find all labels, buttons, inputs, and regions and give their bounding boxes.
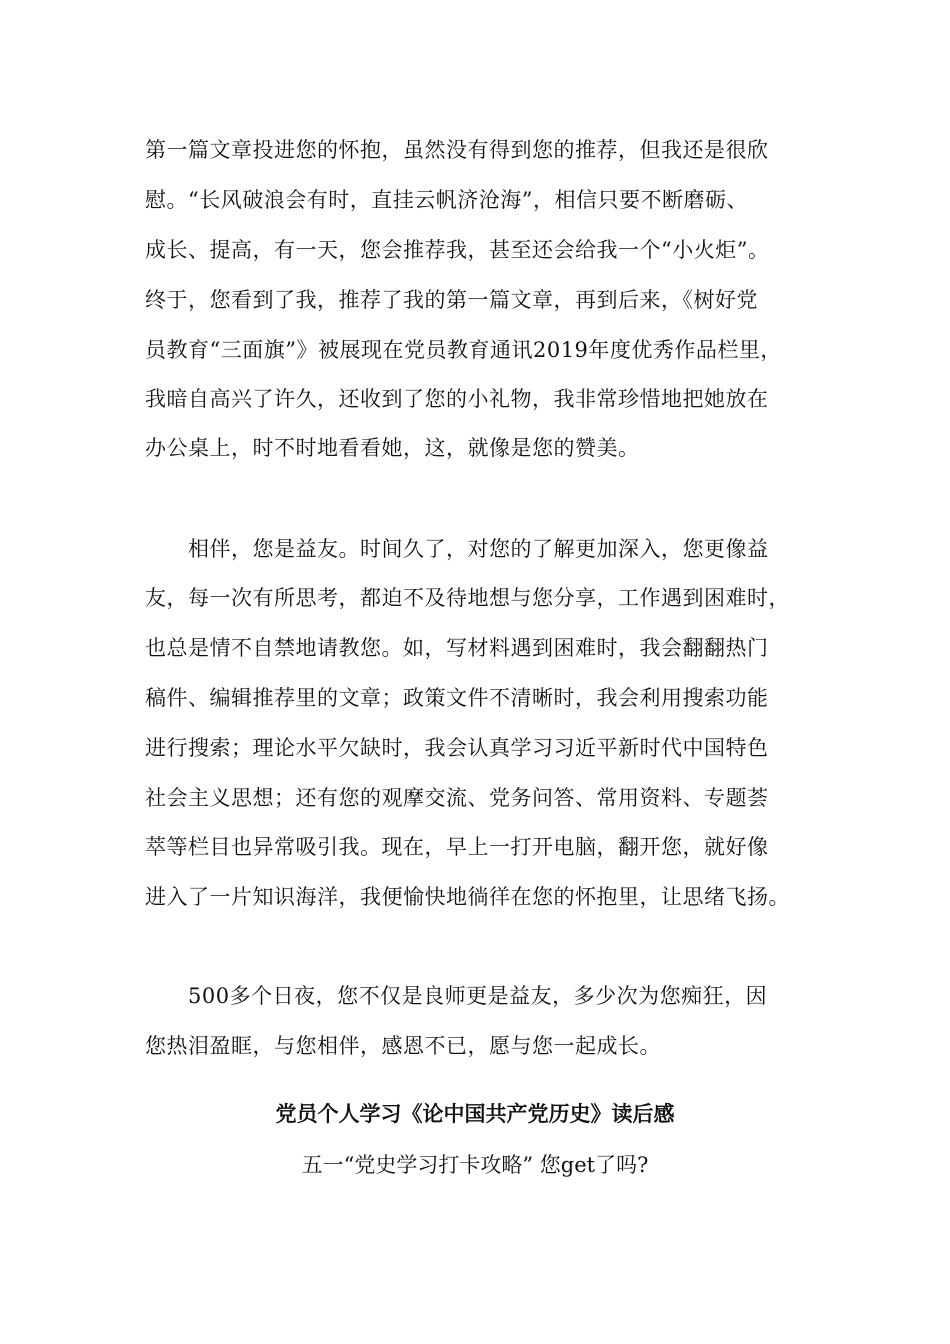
paragraph-line: 也总是情不自禁地请教您。如，写材料遇到困难时，我会翻翻热门	[145, 636, 769, 660]
paragraph-line: 慰。“长风破浪会有时，直挂云帆济沧海”，相信只要不断磨砺、	[145, 188, 748, 212]
paragraph-line: 友，每一次有所思考，都迫不及待地想与您分享，工作遇到困难时，	[145, 586, 790, 610]
paragraph-line: 稿件、编辑推荐里的文章；政策文件不清晰时，我会利用搜索功能	[145, 686, 769, 710]
paragraph-line: 您热泪盈眶，与您相伴，感恩不已，愿与您一起成长。	[145, 1034, 661, 1058]
paragraph-line: 进行搜索；理论水平欠缺时，我会认真学习习近平新时代中国特色	[145, 736, 769, 760]
paragraph-line: 进入了一片知识海洋，我便愉快地徜徉在您的怀抱里，让思绪飞扬。	[145, 885, 790, 909]
paragraph-line: 相伴，您是益友。时间久了，对您的了解更加深入，您更像益	[188, 537, 769, 561]
paragraph-line: 500多个日夜，您不仅是良师更是益友，多少次为您痴狂，因	[188, 984, 768, 1008]
article-title: 党员个人学习《论中国共产党历史》读后感	[275, 1101, 675, 1126]
paragraph-line: 成长、提高，有一天，您会推荐我，甚至还会给我一个“小火炬”。	[145, 238, 770, 262]
paragraph-line: 员教育“三面旗”》被展现在党员教育通讯2019年度优秀作品栏里，	[145, 338, 782, 362]
article-subtitle: 五一“党史学习打卡攻略” 您get了吗?	[301, 1153, 649, 1177]
paragraph-line: 社会主义思想；还有您的观摩交流、党务问答、常用资料、专题荟	[145, 786, 769, 810]
paragraph-line: 第一篇文章投进您的怀抱，虽然没有得到您的推荐，但我还是很欣	[145, 138, 769, 162]
paragraph-line: 办公桌上，时不时地看看她，这，就像是您的赞美。	[145, 436, 640, 460]
paragraph-line: 终于，您看到了我，推荐了我的第一篇文章，再到后来，《树好党	[145, 288, 758, 312]
paragraph-line: 我暗自高兴了许久，还收到了您的小礼物，我非常珍惜地把她放在	[145, 387, 769, 411]
paragraph-line: 萃等栏目也异常吸引我。现在，早上一打开电脑，翻开您，就好像	[145, 835, 769, 859]
